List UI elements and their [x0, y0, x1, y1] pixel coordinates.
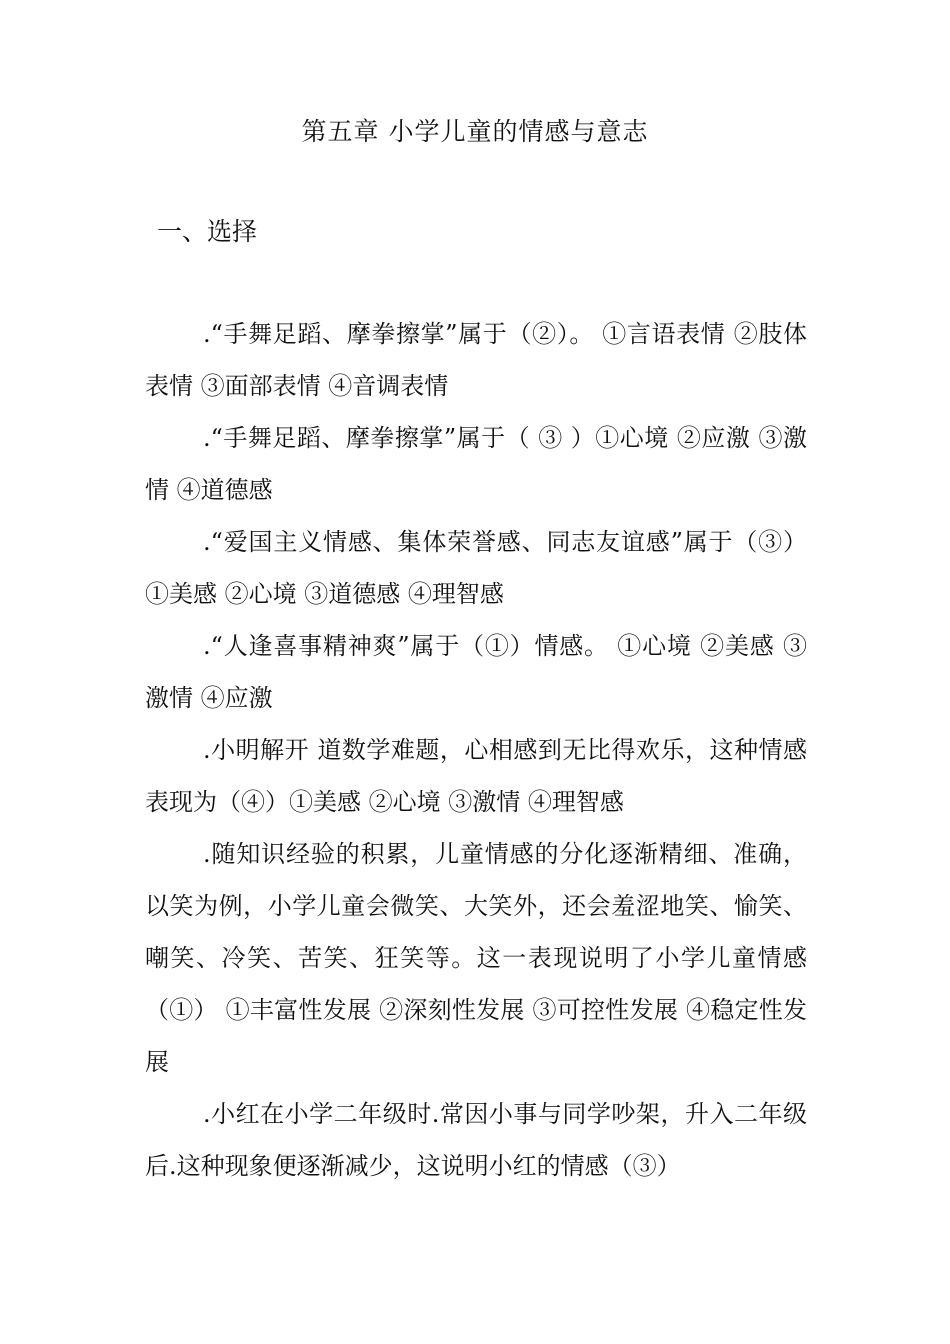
question-item-1: .“手舞足蹈、摩拳擦掌”属于（②）。 ①言语表情 ②肢体表情 ③面部表情 ④音调表情 — [145, 320, 807, 400]
question-item-3: .“爱国主义情感、集体荣誉感、同志友谊感”属于（③）①美感 ②心境 ③道德感 ④理智感 — [145, 528, 807, 608]
section-heading: 一、选择 — [157, 217, 258, 246]
question-item-2: .“手舞足蹈、摩拳擦掌”属于（ ③ ）①心境 ②应激 ③激情 ④道德感 — [145, 424, 807, 504]
question-item-4: .“人逢喜事精神爽”属于（①）情感。 ①心境 ②美感 ③激情 ④应激 — [145, 632, 807, 712]
chapter-title: 第五章 小学儿童的情感与意志 — [301, 117, 649, 146]
question-item-7: .小红在小学二年级时.常因小事与同学吵架，升入二年级后.这种现象便逐渐减少，这说明小红的情感（③） — [145, 1100, 807, 1180]
question-item-5: .小明解开 道数学难题，心相感到无比得欢乐，这种情感表现为（④）①美感 ②心境 ③激情 ④理智感 — [145, 736, 807, 816]
question-item-6: .随知识经验的积累，儿童情感的分化逐渐精细、准确，以笑为例，小学儿童会微笑、大笑外，还会羞涩地笑、愉笑、嘲笑、冷笑、苦笑、狂笑等。这一表现说明了小学儿童情感（①） ①丰富性发展 ②深刻性发展 ③可控性发展 ④稳定性发展 — [145, 840, 807, 1076]
question-list — [145, 308, 807, 1192]
